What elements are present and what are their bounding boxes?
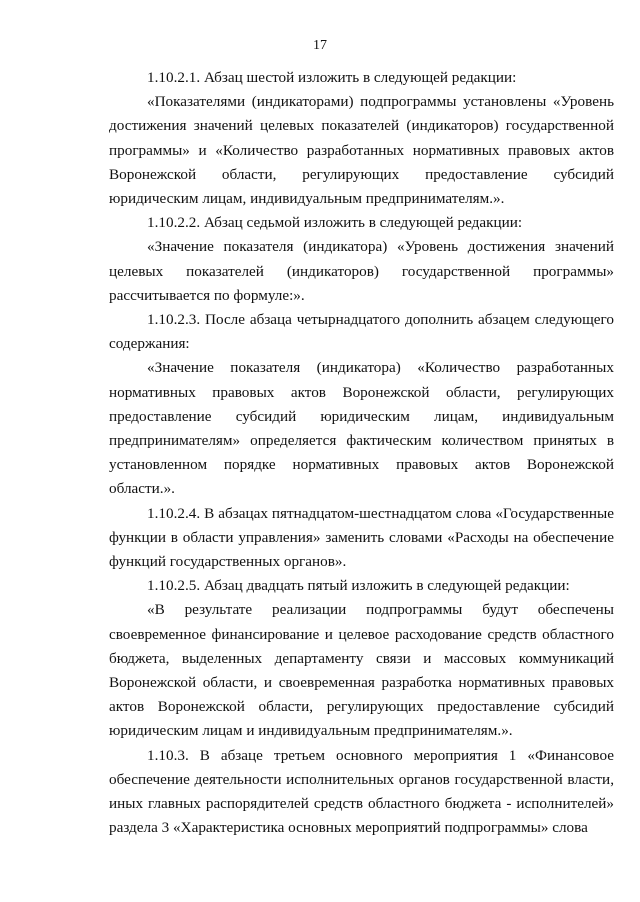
page-number: 17 [313,38,327,53]
document-body [109,66,614,841]
paragraph-indicator-count-text: «Значение показателя (индикатора) «Количество разработанных нормативных правовых актов Воронежской области, регулирующих предоставление субсидий юридическим лицам, индивидуальным предпринимателям» определяется фактическим количеством принятых в установленном порядке нормативных правовых актов Воронежской области.». [109,359,614,498]
paragraph-1-10-2-5: 1.10.2.5. Абзац двадцать пятый изложить в следующей редакции: [147,577,570,595]
paragraph-1-10-2-4: 1.10.2.4. В абзацах пятнадцатом-шестнадцатом слова «Государственные функции в области управления» заменить словами «Расходы на обеспечение функций государственных органов». [109,504,614,571]
paragraph-1-10-3: 1.10.3. В абзаце третьем основного мероприятия 1 «Финансовое обеспечение деятельности исполнительных органов государственной власти, иных главных распорядителей средств областного бюджета - исполнителей» раздела 3 «Характеристика основных мероприятий подпрограммы» слова [109,746,614,837]
paragraph-1-10-2-1: 1.10.2.1. Абзац шестой изложить в следующей редакции: [147,69,517,86]
paragraph-1-10-2-3: 1.10.2.3. После абзаца четырнадцатого дополнить абзацем следующего содержания: [109,311,614,353]
paragraph-results-text: «В результате реализации подпрограммы будут обеспечены своевременное финансирование и целевое расходование средств областного бюджета, выделенных департаменту связи и массовых коммуникаций Воронежской области, и своевременная разработка нормативных правовых актов Воронежской области, регулирующих предоставление субсидий юридическим лицам и индивидуальным предпринимателям.». [109,601,614,740]
paragraph-indicators-text: «Показателями (индикаторами) подпрограммы установлены «Уровень достижения значений целевых показателей (индикаторов) государственной программы» и «Количество разработанных нормативных правовых актов Воронежской области, регулирующих предоставление субсидий юридическим лицам, индивидуальным предпринимателям.». [109,93,614,208]
paragraph-indicator-value-text: «Значение показателя (индикатора) «Уровень достижения значений целевых показателей (индикаторов) государственной программы» рассчитывается по формуле:». [109,238,614,304]
paragraph-1-10-2-2: 1.10.2.2. Абзац седьмой изложить в следующей редакции: [147,214,523,232]
